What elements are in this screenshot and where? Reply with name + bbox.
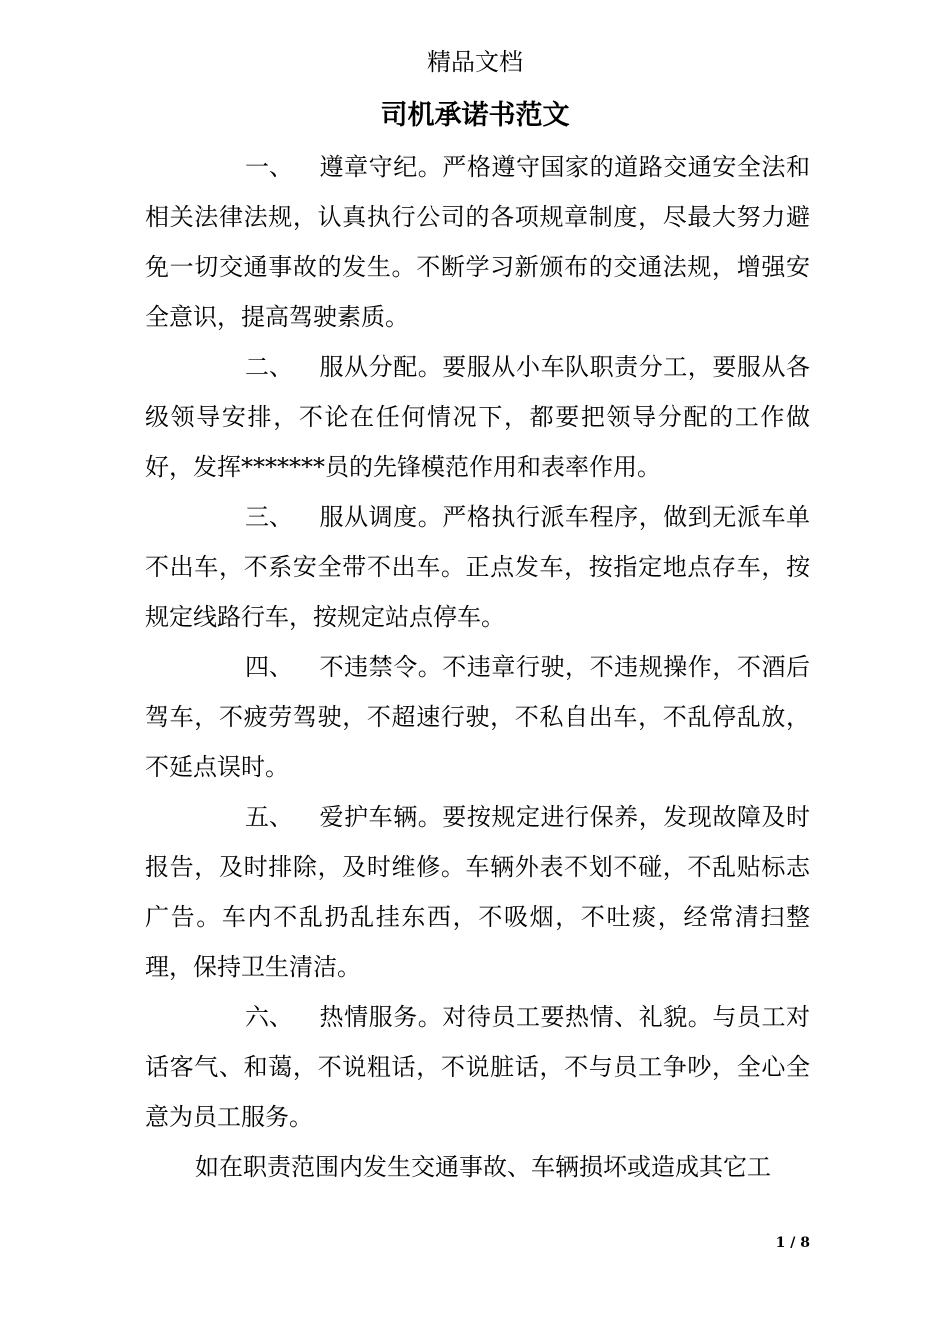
paragraph-6 xyxy=(145,992,810,1142)
paragraph-text: 服从分配。要服从小车队职责分工，要服从各级领导安排，不论在任何情况下，都要把领导分配的工作做好，发挥*******员的先锋模范作用和表率作用。 xyxy=(145,353,810,481)
paragraph-3 xyxy=(145,492,810,642)
paragraph-2 xyxy=(145,342,810,492)
paragraph-1 xyxy=(145,142,810,342)
paragraph-text: 遵章守纪。严格遵守国家的道路交通安全法和相关法律法规，认真执行公司的各项规章制度，尽最大努力避免一切交通事故的发生。不断学习新颁布的交通法规，增强安全意识，提高驾驶素质。 xyxy=(145,153,810,331)
paragraph-5 xyxy=(145,792,810,992)
paragraph-text: 服从调度。严格执行派车程序，做到无派车单不出车，不系安全带不出车。正点发车，按指定地点存车，按规定线路行车，按规定站点停车。 xyxy=(145,503,810,631)
paragraph-number: 三、 xyxy=(245,503,293,531)
document-body xyxy=(145,142,810,1192)
paragraph-number: 一、 xyxy=(245,153,293,181)
page-header: 精品文档 xyxy=(427,48,523,76)
paragraph-number: 六、 xyxy=(245,1003,293,1031)
paragraph-text: 不违禁令。不违章行驶，不违规操作，不酒后驾车，不疲劳驾驶，不超速行驶，不私自出车，不乱停乱放，不延点误时。 xyxy=(145,653,810,781)
paragraph-text: 爱护车辆。要按规定进行保养，发现故障及时报告，及时排除，及时维修。车辆外表不划不碰，不乱贴标志广告。车内不乱扔乱挂东西，不吸烟，不吐痰，经常清扫整理，保持卫生清洁。 xyxy=(145,803,810,981)
paragraph-4 xyxy=(145,642,810,792)
paragraph-number: 二、 xyxy=(245,353,293,381)
document-title: 司机承诺书范文 xyxy=(380,100,570,131)
page-number: 1 / 8 xyxy=(775,1235,810,1251)
closing-paragraph: 如在职责范围内发生交通事故、车辆损坏或造成其它工 xyxy=(195,1153,771,1181)
paragraph-number: 五、 xyxy=(245,803,293,831)
paragraph-text: 热情服务。对待员工要热情、礼貌。与员工对话客气、和蔼，不说粗话，不说脏话，不与员工争吵，全心全意为员工服务。 xyxy=(145,1003,810,1131)
paragraph-number: 四、 xyxy=(245,653,293,681)
